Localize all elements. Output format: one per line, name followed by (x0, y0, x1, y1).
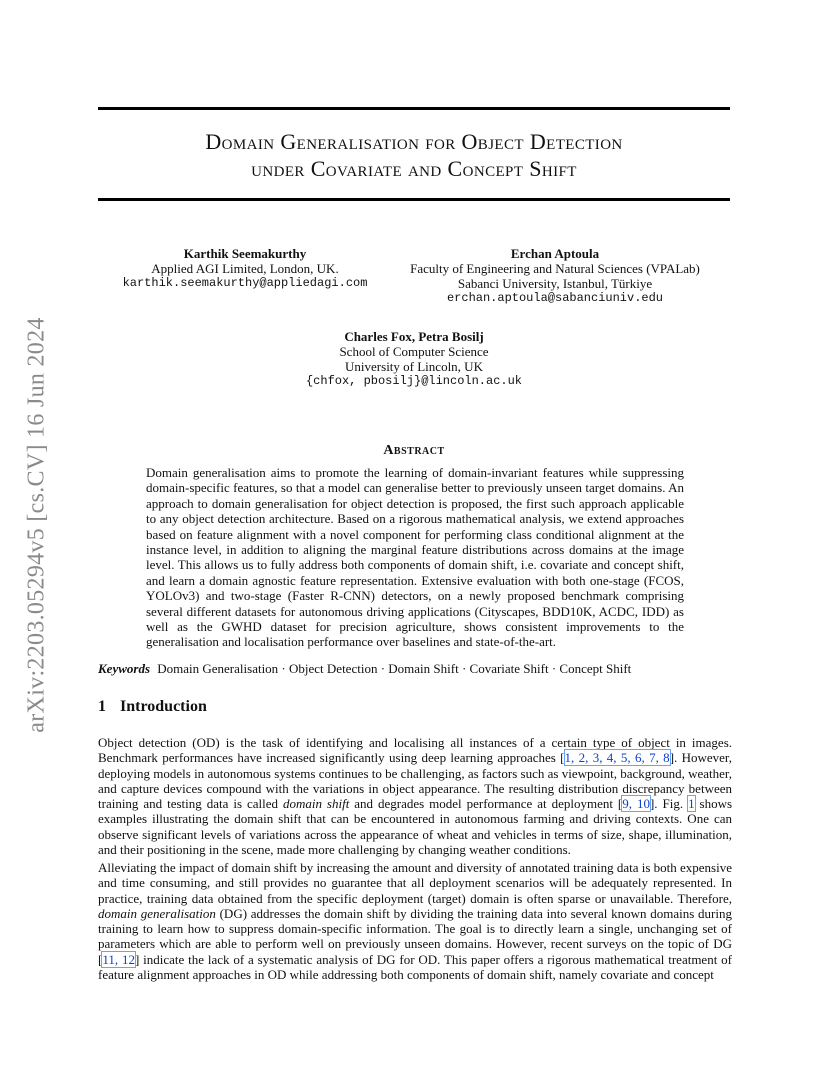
text-run: Object detection (OD) is the task of identifying and localising all instances of a certain type of object in images. Benchmark performances have increased significantly using deep learning approaches [ (98, 735, 732, 766)
keywords-label: Keywords (98, 661, 150, 676)
paper-title (98, 128, 730, 182)
author-name: Charles Fox, Petra Bosilj (344, 329, 484, 344)
author-affiliation: School of Computer Science (339, 344, 489, 359)
intro-paragraph-2 (98, 860, 732, 982)
title-line-1: Domain Generalisation for Object Detection (205, 129, 623, 154)
author-affiliation-2: University of Lincoln, UK (345, 359, 483, 374)
text-run: ]. Fig. (649, 796, 689, 812)
citation-link[interactable]: 1, 2, 3, 4, 5, 6, 7, 8 (564, 750, 670, 766)
keywords-line (98, 661, 738, 676)
arxiv-sidebar (22, 290, 52, 760)
author-affiliation-2: Sabanci University, Istanbul, Türkiye (457, 276, 653, 291)
abstract-text: Domain generalisation aims to promote the learning of domain-invariant features while suppressing domain-specific features, so that a model can generalise better to previously unseen target domains. An approach to domain generalisation for object detection is proposed, the first such approach applicable to any object detection architecture. Based on a rigorous mathematical analysis, we extend approaches based on feature alignment with a novel component for performing class conditional alignment at the instance level, in addition to aligning the marginal feature distributions across domains at the image level. This allows us to fully address both components of domain shift, i.e. covariate and concept shift, and learn a domain agnostic feature representation. Extensive evaluation with both one-stage (FCOS, YOLOv3) and two-stage (Faster R-CNN) detectors, on a newly proposed benchmark comprising several different datasets for autonomous driving applications (Cityscapes, BDD10K, ACDC, IDD) as well as the GWHD dataset for precision agriculture, shows consistent improvements to the generalisation and localisation performance over baselines and state-of-the-art. (146, 465, 684, 650)
text-run: (DG) addresses the domain shift by dividing the training data into several known domains during training to learn how to suppress domain-specific information. The goal is to directly learn a single, unchanging set of parameters which are able to perform well on previously unseen domains. However, recent surveys on the topic of DG [ (98, 905, 732, 967)
author-affiliation: Faculty of Engineering and Natural Sciences (VPALab) (410, 261, 700, 276)
author-name: Karthik Seemakurthy (183, 246, 307, 261)
intro-paragraph-1 (98, 735, 732, 857)
title-line-2: under Covariate and Concept Shift (251, 156, 577, 181)
citation-link[interactable]: 11, 12 (102, 951, 135, 967)
text-run: ] indicate the lack of a systematic analysis of DG for OD. This paper offers a rigorous mathematical treatment of feature alignment approaches in OD while addressing both components of domain shift, namely covariate and concept (98, 951, 732, 983)
section-title: Introduction (120, 698, 207, 715)
citation-link[interactable]: 9, 10 (622, 796, 650, 812)
author-block-3 (264, 329, 564, 389)
author-email[interactable]: {chfox, pbosilj}@lincoln.ac.uk (305, 374, 523, 388)
section-heading (98, 698, 207, 716)
emphasis-term: domain shift (282, 796, 350, 812)
title-rule-top (98, 107, 730, 110)
author-block-1 (100, 246, 390, 291)
title-rule-bottom (98, 198, 730, 201)
emphasis-term: domain generalisation (98, 905, 216, 921)
author-email[interactable]: karthik.seemakurthy@appliedagi.com (122, 276, 368, 290)
author-block-2 (390, 246, 720, 306)
text-run: ]. However, deploying models in autonomous systems continues to be challenging, as factors such as viewpoint, background, weather, and capture devices compound with the variations in object appearance. The resulting distribution discrepancy between training and testing data is called (98, 750, 732, 812)
author-email[interactable]: erchan.aptoula@sabanciuniv.edu (446, 291, 664, 305)
abstract-heading: Abstract (383, 443, 445, 458)
text-run: shows examples illustrating the domain shift that can be encountered in autonomous farming and driving contexts. One can observe significant levels of variations across the appearance of wheat and vehicles in terms of size, shape, illumination, and their positioning in the scene, made more challenging by changing weather conditions. (98, 796, 733, 858)
figure-link[interactable]: 1 (688, 796, 695, 812)
arxiv-id: arXiv:2203.05294v5 [cs.CV] 16 Jun 2024 (23, 317, 50, 733)
author-affiliation: Applied AGI Limited, London, UK. (151, 261, 339, 276)
text-run: and degrades model performance at deployment [ (349, 796, 623, 812)
keywords-text: Domain Generalisation · Object Detection · Domain Shift · Covariate Shift · Concept Shift (157, 661, 632, 676)
section-number: 1 (98, 698, 106, 715)
text-run: Alleviating the impact of domain shift by increasing the amount and diversity of annotated training data is both expensive and time consuming, and still provides no guarantee that all deployment scenarios will be adequately represented. In practice, training data obtained from the specific deployment (target) domain is often sparse or unavailable. Therefore, (98, 860, 732, 906)
author-name: Erchan Aptoula (510, 246, 600, 261)
